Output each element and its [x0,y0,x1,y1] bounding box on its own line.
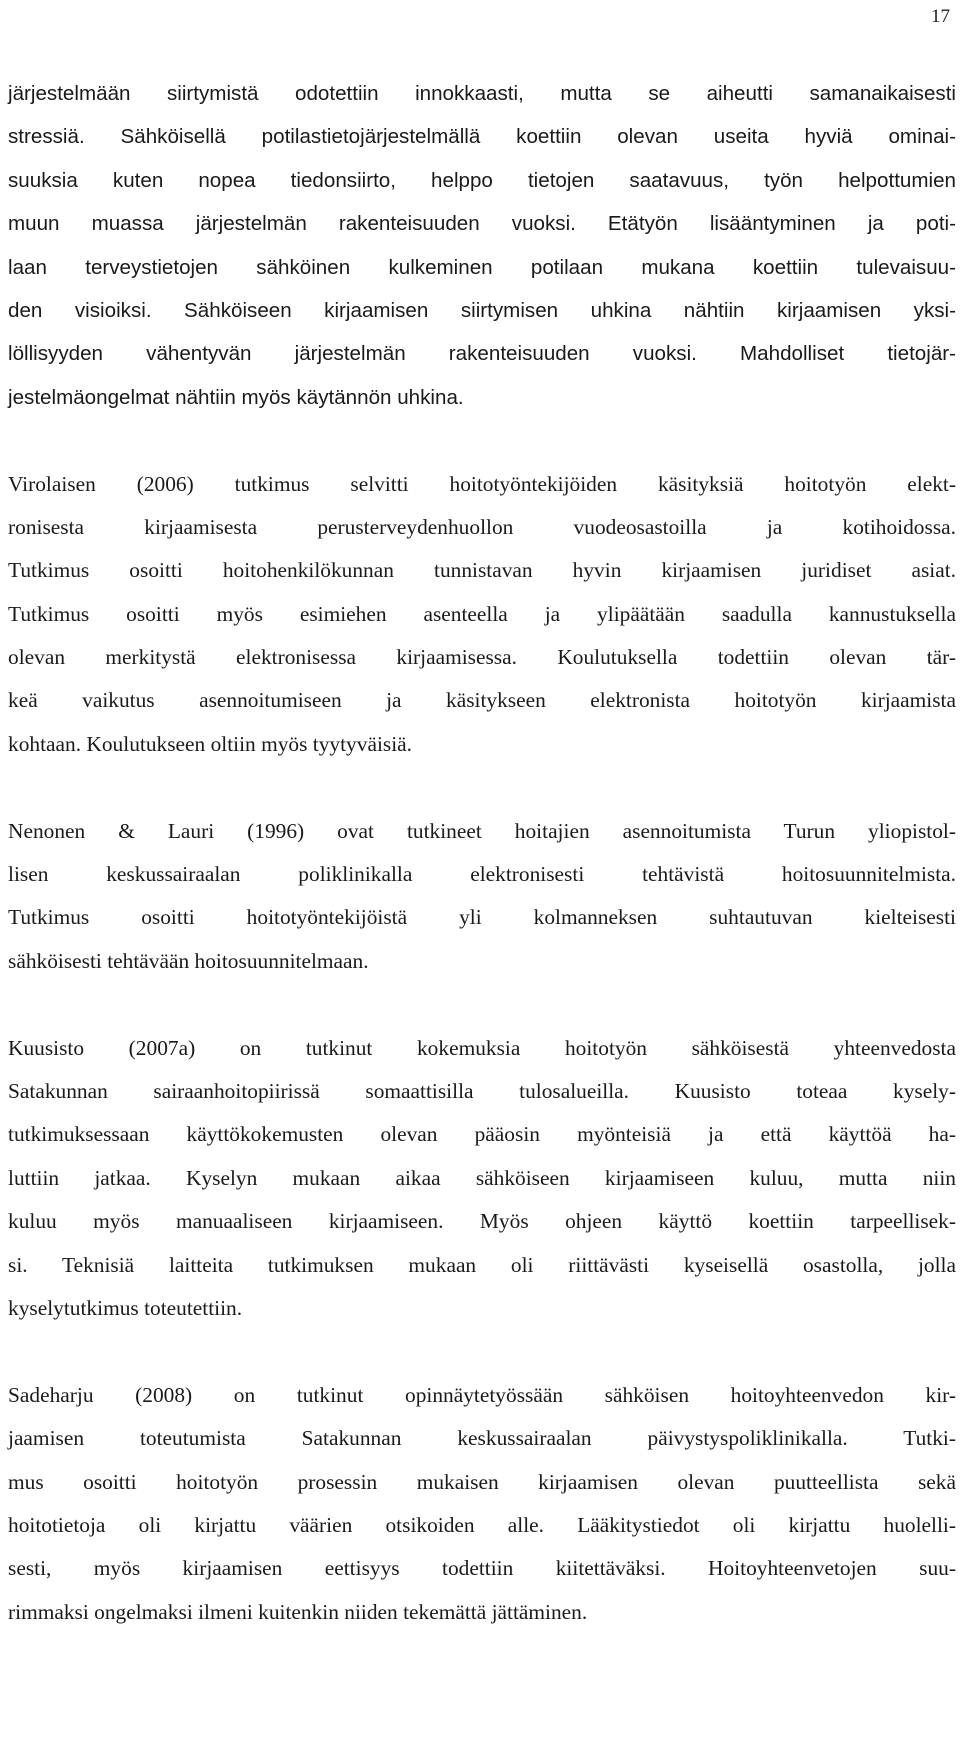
paragraph [8,1374,956,1634]
paragraph [8,463,956,767]
text-line: järjestelmään siirtymistä odotettiin innokkaasti, mutta se aiheutti samanaikaisesti [8,82,956,105]
text-line: Tutkimus osoitti hoitotyöntekijöistä yli kolmanneksen suhtautuvan kielteisesti [8,905,956,930]
text-line: laan terveystietojen sähköinen kulkeminen potilaan mukana koettiin tulevaisuu- [8,255,956,279]
text-line: si. Teknisiä laitteita tutkimuksen mukaan oli riittävästi kyseisellä osastolla, jolla [8,1252,956,1277]
text-line: muun muassa järjestelmän rakenteisuuden vuoksi. Etätyön lisääntyminen ja poti- [8,212,956,236]
text-line: löllisyyden vähentyvän järjestelmän rakenteisuuden vuoksi. Mahdolliset tietojär- [8,342,956,366]
text-line: hoitotietoja oli kirjattu väärien otsikoiden alle. Lääkitystiedot oli kirjattu huolelli- [8,1512,956,1537]
text-line: kohtaan. Koulutukseen oltiin myös tyytyväisiä. [8,731,412,756]
text-line: suuksia kuten nopea tiedonsiirto, helppo tietojen saatavuus, työn helpottumien [8,168,956,192]
text-line: stressiä. Sähköisellä potilastietojärjestelmällä koettiin olevan useita hyviä ominai- [8,125,956,149]
text-line: ronisesta kirjaamisesta perusterveydenhuollon vuodeosastoilla ja kotihoidossa. [8,514,956,539]
text-line: olevan merkitystä elektronisessa kirjaamisessa. Koulutuksella todettiin olevan tär- [8,645,956,670]
text-line: mus osoitti hoitotyön prosessin mukaisen kirjaamisen olevan puutteellista sekä [8,1469,956,1494]
paragraph [8,72,956,419]
text-line: Nenonen & Lauri (1996) ovat tutkineet hoitajien asennoitumista Turun yliopistol- [8,818,956,843]
text-line: luttiin jatkaa. Kyselyn mukaan aikaa sähköiseen kirjaamiseen kuluu, mutta niin [8,1165,956,1190]
text-line: Sadeharju (2008) on tutkinut opinnäytetyössään sähköisen hoitoyhteenvedon kir- [8,1382,956,1407]
text-line: kuluu myös manuaaliseen kirjaamiseen. Myös ohjeen käyttö koettiin tarpeellisek- [8,1209,956,1234]
document-body [8,72,956,1634]
text-line: keä vaikutus asennoitumiseen ja käsitykseen elektronista hoitotyön kirjaamista [8,688,956,713]
text-line: jaamisen toteutumista Satakunnan keskussairaalan päivystyspoliklinikalla. Tutki- [8,1426,956,1451]
text-line: rimmaksi ongelmaksi ilmeni kuitenkin niiden tekemättä jättäminen. [8,1599,588,1624]
text-line: Tutkimus osoitti myös esimiehen asenteella ja ylipäätään saadulla kannustuksella [8,601,956,626]
text-line: sesti, myös kirjaamisen eettisyys todettiin kiitettäväksi. Hoitoyhteenvetojen suu- [8,1556,956,1581]
paragraph [8,1027,956,1331]
text-line: Tutkimus osoitti hoitohenkilökunnan tunnistavan hyvin kirjaamisen juridiset asiat. [8,558,956,583]
text-line: tutkimuksessaan käyttökokemusten olevan pääosin myönteisiä ja että käyttöä ha- [8,1122,956,1147]
text-line: Satakunnan sairaanhoitopiirissä somaattisilla tulosalueilla. Kuusisto toteaa kysely- [8,1078,956,1103]
paragraph-spacer [8,419,956,462]
paragraph-spacer [8,1330,956,1373]
text-line: sähköisesti tehtävään hoitosuunnitelmaan. [8,948,369,973]
text-line: Virolaisen (2006) tutkimus selvitti hoitotyöntekijöiden käsityksiä hoitotyön elekt- [8,471,956,496]
paragraph-spacer [8,766,956,809]
text-line: jestelmäongelmat nähtiin myös käytännön uhkina. [8,385,464,409]
text-line: lisen keskussairaalan poliklinikalla elektronisesti tehtävistä hoitosuunnitelmista. [8,862,956,887]
text-line: Kuusisto (2007a) on tutkinut kokemuksia hoitotyön sähköisestä yhteenvedosta [8,1035,956,1060]
text-line: kyselytutkimus toteutettiin. [8,1295,243,1320]
paragraph-spacer [8,983,956,1026]
paragraph [8,810,956,984]
text-line: den visioiksi. Sähköiseen kirjaamisen siirtymisen uhkina nähtiin kirjaamisen yksi- [8,298,956,322]
page-number: 17 [931,6,950,27]
